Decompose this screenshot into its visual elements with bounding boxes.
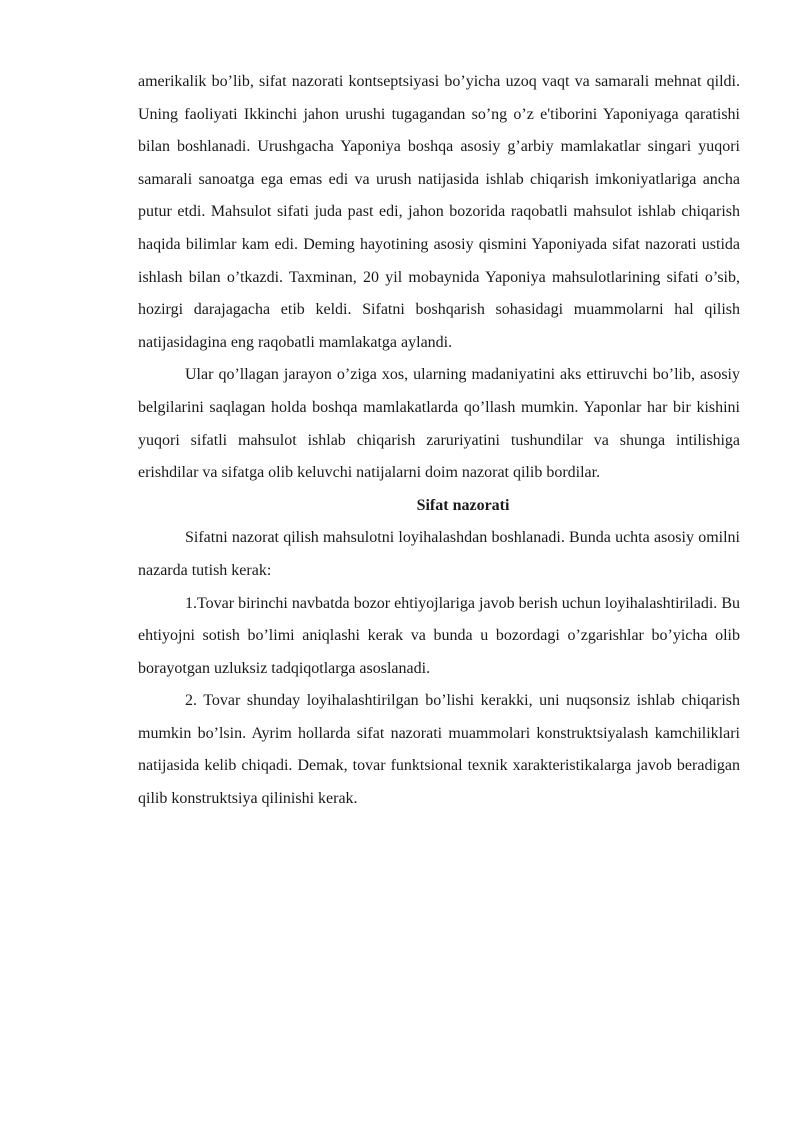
paragraph-japanese-process: Ular qo’llagan jarayon o’ziga xos, ularning madaniyatini aks ettiruvchi bo’lib, asosiy belgilarini saqlagan holda boshqa mamlakatlarda qo’llash mumkin. Yaponlar har bir kishini yuqori sifatli mahsulot ishlab chiqarish zaruriyatini tushundilar va shunga intilishiga erishdilar va sifatga olib keluvchi natijalarni doim nazorat qilib bordilar. [138, 366, 740, 482]
section-heading: Sifat nazorati [416, 496, 510, 514]
paragraph-quality-control-intro: Sifatni nazorat qilish mahsulotni loyihalashdan boshlanadi. Bunda uchta asosiy omilni nazarda tutish kerak: [138, 529, 740, 579]
paragraph-item-2: 2. Tovar shunday loyihalashtirilgan bo’lishi kerakki, uni nuqsonsiz ishlab chiqarish mumkin bo’lsin. Ayrim hollarda sifat nazorati muammolari konstruktsiyalash kamchiliklari natijasida kelib chiqadi. Demak, tovar funktsional texnik xarakteristikalarga javob beradigan qilib konstruktsiya qilinishi kerak. [138, 692, 740, 808]
paragraph-continuation: amerikalik bo’lib, sifat nazorati kontseptsiyasi bo’yicha uzoq vaqt va samarali mehnat qildi. Uning faoliyati Ikkinchi jahon urushi tugagandan so’ng o’z e'tiborini Yaponiyaga qaratishi bilan boshlanadi. Urushgacha Yaponiya boshqa asosiy g’arbiy mamlakatlar singari yuqori samarali sanoatga ega emas edi va urush natijasida ishlab chiqarish imkoniyatlariga ancha putur etdi. Mahsulot sifati juda past edi, jahon bozorida raqobatli mahsulot ishlab chiqarish haqida bilimlar kam edi. Deming hayotining asosiy qismini Yaponiyada sifat nazorati ustida ishlash bilan o’tkazdi. Taxminan, 20 yil mobaynida Yaponiya mahsulotlarining sifati o’sib, hozirgi darajagacha etib keldi. Sifatni boshqarish sohasidagi muammolarni hal qilish natijasidagina eng raqobatli mamlakatga aylandi. [138, 73, 740, 351]
document-page [138, 66, 740, 816]
paragraph-item-1: 1.Tovar birinchi navbatda bozor ehtiyojlariga javob berish uchun loyihalashtiriladi. Bu ehtiyojni sotish bo’limi aniqlashi kerak va bunda u bozordagi o’zgarishlar bo’yicha olib borayotgan uzluksiz tadqiqotlarga asoslanadi. [138, 594, 740, 677]
